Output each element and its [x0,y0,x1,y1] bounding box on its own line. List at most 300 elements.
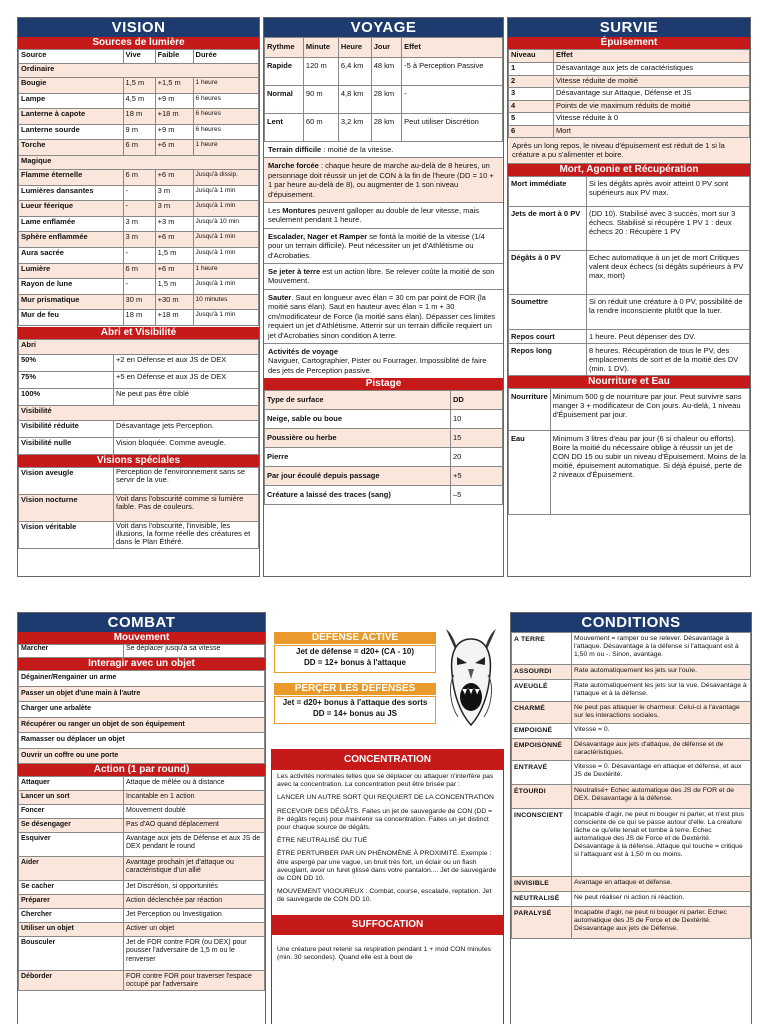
table-row [19,521,259,548]
table-row [19,294,259,310]
vision-card [17,17,260,577]
table-row [509,294,750,329]
header-row [19,50,259,64]
light-sources-header: Sources de lumière [18,37,259,49]
item-interaction: Ouvrir un coffre ou une porte [19,748,265,764]
table-cell: - [123,201,155,217]
table-row [509,125,750,138]
cover-label: Visibilité réduite [19,420,114,437]
table-row [19,388,259,405]
column-header: Type de surface [265,391,451,410]
conditions-card [510,612,752,1024]
table-row [265,448,503,467]
table-cell: 1,5 m [155,247,193,263]
death-rule-text: Si les dégâts après avoir atteint 0 PV sont supérieurs aux PV max. [587,176,750,206]
table-cell: Jusqu'à 1 min [193,201,258,217]
table-row [19,733,265,749]
pace-name: Normal [265,86,304,114]
condition-effect: Incapable d'agir, ne peut ni bouger ni parler, et n'est plus consciente de ce qui se passe autour d'elle. La créature lâche ce qu'elle tenait et tombe à terre. Echec automatique des JS de Force et de Dextérité. Désavantage à la défense. Attaque qui touche = critique si l'attaquant est à 1,50 m ou moins. [572,809,751,877]
table-cell: 6 heures [193,109,258,125]
condition-name: AVEUGLÉ [512,680,572,702]
cover-effect: +5 en Défense et aux JS de DEX [114,371,259,388]
table-cell: - [123,185,155,201]
source-name: Lueur féerique [19,201,124,217]
table-row [509,63,750,76]
surface-type: Pierre [265,448,451,467]
table-row [19,748,265,764]
table-row [512,739,751,761]
action-name: Préparer [19,895,124,909]
table-row [509,176,750,206]
table-row [19,805,265,819]
table-row [512,665,751,680]
action-desc: Activer un objet [124,923,265,937]
action-name: Se cacher [19,881,124,895]
table-row [509,388,750,430]
climb-text: Escalader, Nager et Ramper se fontà la moitié de la vitesse (1/4 pour un terrain difficile). Peut nécessiter un jet d'Athlétisme ou d'Acrobaties. [264,229,503,264]
light-sources-table [18,49,259,326]
pierce-defense-title: PERÇER LES DÉFENSES [274,683,436,695]
action-desc: Incantable en 1 action [124,791,265,805]
condition-name: EMPOISONNÉ [512,739,572,761]
death-rule-name: Soumettre [509,294,587,329]
table-cell: Peut utiliser Discrétion [402,114,503,142]
column-header: Jour [371,38,401,58]
table-cell: 1 heure [193,78,258,94]
action-desc: Mouvement doublé [124,805,265,819]
condition-effect: Vitesse = 0. Désavantage en attaque et défense, et aux JS de Dextérité. [572,761,751,785]
category-row [19,64,259,78]
table-cell: 18 m [123,109,155,125]
table-cell: 6 heures [193,124,258,140]
table-row [19,93,259,109]
action-table [18,776,265,991]
column-header: Vive [123,50,155,64]
table-cell: 28 km [371,86,401,114]
table-cell: - [123,247,155,263]
voyage-title: VOYAGE [264,18,503,37]
combat-card [17,612,266,1024]
mounts-text: Les Montures peuvent galloper au double de leur vitesse, mais seulement pendant 1 heure. [264,203,503,229]
voyage-card [263,17,504,577]
table-cell: Jusqu'à 1 min [193,232,258,248]
table-cell: +9 m [155,93,193,109]
table-row [19,371,259,388]
exhaustion-effect: Vitesse réduite à 0 [554,113,750,126]
vision-description: Voit dans l'obscurité, l'invisible, les illusions, la forme réelle des créatures et dans le Plan Éthéré. [114,521,259,548]
cover-effect: Désavantage jets Perception. [114,420,259,437]
pace-table [264,37,503,142]
table-row [19,645,265,658]
table-row [265,467,503,486]
jump-text: Sauter. Saut en longueur avec élan = 30 cm par point de FOR (la moitié sans élan). Saut en hauteur avec élan = 1 m + 30 cm/modificateur de Force (la moitié sans élan). Dépasser ces limites requiert un jet d'Athlétisme. Atterrir sur un terrain difficile requiert un jet d'Acrobaties sinon condition A terre. [264,290,503,344]
rest-note: Après un long repos, le niveau d'épuisement est réduit de 1 si la créature a pu s'alimenter et boire. [508,138,750,164]
table-row [19,833,265,857]
death-rule-text: Echec automatique à un jet de mort Critiques valent deux échecs (si dégâts supérieurs à PV max, mort) [587,250,750,294]
table-row [19,263,259,279]
header-row [509,50,750,63]
source-name: Lumières dansantes [19,185,124,201]
table-cell: -5 à Perception Passive [402,58,503,86]
concentration-header: CONCENTRATION [272,750,503,770]
death-rule-text: 1 heure. Peut dépenser des DV. [587,329,750,343]
column-header: Rythme [265,38,304,58]
table-cell: 60 m [303,114,338,142]
source-name: Flamme éternelle [19,169,124,185]
table-row [512,680,751,702]
table-row [19,895,265,909]
death-header: Mort, Agonie et Récupération [508,164,750,176]
source-name: Lampe [19,93,124,109]
table-cell: 90 m [303,86,338,114]
surface-type: Poussière ou herbe [265,429,451,448]
table-row [265,429,503,448]
exhaustion-header: Épuisement [508,37,750,49]
prone-text: Se jeter à terre est un action libre. Se relever coûte la moitié de son Mouvement. [264,264,503,290]
exhaustion-table [508,49,750,138]
table-row [512,877,751,892]
suffocation-header: SUFFOCATION [272,915,503,935]
table-cell: 10 minutes [193,294,258,310]
cover-effect: Vision bloquée. Comme aveugle. [114,437,259,454]
table-cell: 6 heures [193,93,258,109]
condition-effect: Incapable d'agir, ne peut ni bouger ni parler. Echec automatique des JS de Force et de Dextérité. Désavantage aux jets de Défense. [572,907,751,939]
column-header: Niveau [509,50,554,63]
exhaustion-level: 1 [509,63,554,76]
table-row [19,354,259,371]
action-name: Foncer [19,805,124,819]
table-row [19,777,265,791]
source-name: Aura sacrée [19,247,124,263]
table-row [19,140,259,156]
category-row [19,339,259,354]
condition-name: A TERRE [512,633,572,665]
source-name: Mur de feu [19,310,124,326]
vision-description: Perception de l'environnement sans se servir de la vue. [114,467,259,494]
table-cell: 1,5 m [123,78,155,94]
food-rule-text: Minimum 3 litres d'eau par jour (6 si chaleur ou efforts). Boire la moitié du nécessaire oblige à réussir un jet de CON DD 15 ou subir un niveau d'Épuisement. Moins de la moitié, épuisement automatique. Si déjà épuisé, perte de 2 niveaux d'Épuisement. [550,430,749,514]
exhaustion-level: 6 [509,125,554,138]
table-cell: +6 m [155,140,193,156]
death-rule-name: Repos court [509,329,587,343]
table-row [19,671,265,687]
condition-effect: Rate automatiquement les jets sur l'ouïe. [572,665,751,680]
movement-table [18,644,265,658]
tracking-table [264,390,503,505]
active-defense-rules: Jet de défense = d20+ (CA - 10) DD = 12+ bonus à l'attaque [274,645,436,673]
table-cell: +6 m [155,232,193,248]
food-rule-name: Nourriture [509,388,551,430]
table-row [19,881,265,895]
table-cell: 3 m [123,232,155,248]
table-row [509,250,750,294]
exhaustion-effect: Mort [554,125,750,138]
table-cell: - [123,279,155,295]
surface-type: Par jour écoulé depuis passage [265,467,451,486]
exhaustion-effect: Points de vie maximum réduits de moitié [554,100,750,113]
table-cell: 3,2 km [338,114,371,142]
exhaustion-level: 3 [509,88,554,101]
column-header: Durée [193,50,258,64]
cover-effect: Ne peut pas être ciblé [114,388,259,405]
source-name: Lumière [19,263,124,279]
table-row [19,791,265,805]
surface-type: Créature a laissé des traces (sang) [265,486,451,505]
action-desc: Attaque de mêlée ou à distance [124,777,265,791]
pierce-defense-rules: Jet = d20+ bonus à l'attaque des sorts DD = 14+ bonus au JS [274,696,436,724]
column-header: Effet [402,38,503,58]
cover-label: Visibilité nulle [19,437,114,454]
dc-value: –5 [451,486,503,505]
table-row [265,410,503,429]
forced-march-text: Marche forcée : chaque heure de marche au-delà de 8 heures, un personnage doit réussir un jet de CON à la fin de l'heure (DD = 10 + 1 par heure au-delà de 8), ou augmenter de 1 son niveau d'épuisement. [264,158,503,203]
exhaustion-effect: Vitesse réduite de moitié [554,75,750,88]
table-row [19,971,265,991]
conditions-table [511,632,751,939]
source-name: Lanterne sourde [19,124,124,140]
action-name: Utiliser un objet [19,923,124,937]
source-name: Lame enflamée [19,216,124,232]
table-cell: 4,5 m [123,93,155,109]
table-cell: Jusqu'à 1 min [193,310,258,326]
cover-label: 50% [19,354,114,371]
table-row [19,109,259,125]
vision-title: VISION [18,18,259,37]
item-interaction-header: Interagir avec un objet [18,658,265,670]
condition-effect: Désavantage aux jets d'attaque, de défense et de caractéristiques. [572,739,751,761]
table-row [19,247,259,263]
table-row [19,686,265,702]
table-cell: +18 m [155,310,193,326]
source-name: Sphère enflammée [19,232,124,248]
table-cell: 4,8 km [338,86,371,114]
move-name: Marcher [19,645,124,658]
table-cell: Jusqu'à 1 min [193,247,258,263]
action-desc: Avantage prochain jet d'attaque ou caractéristique d'un allié [124,857,265,881]
action-name: Lancer un sort [19,791,124,805]
death-rule-text: Si on réduit une créature à 0 PV, possibilité de la rendre inconsciente plutôt que la tuer. [587,294,750,329]
table-row [19,717,265,733]
table-row [512,892,751,907]
table-row [19,420,259,437]
action-desc: Jet Discrétion, si opportunités [124,881,265,895]
table-row [19,232,259,248]
suffocation-text: Une créature peut retenir sa respiration pendant 1 + mod CON minutes (min. 30 secondes). Quand elle est à bout de [277,945,492,961]
table-row [509,206,750,250]
category-label: Visibilité [19,405,259,420]
action-desc: Avantage aux jets de Défense et aux JS de DEX pendant le round [124,833,265,857]
action-desc: Action déclenchée par réaction [124,895,265,909]
pace-name: Lent [265,114,304,142]
table-row [19,923,265,937]
condition-name: NEUTRALISÉ [512,892,572,907]
table-cell: 18 m [123,310,155,326]
cover-label: 100% [19,388,114,405]
table-row [512,809,751,877]
death-rule-name: Jets de mort à 0 PV [509,206,587,250]
table-row [512,785,751,809]
table-cell: Jusqu'à 1 min [193,279,258,295]
movement-header: Mouvement [18,632,265,644]
condition-name: INCONSCIENT [512,809,572,877]
table-row [19,437,259,454]
header-row [265,38,503,58]
action-desc: Pas d'AO quand déplacement [124,819,265,833]
table-cell: Jusqu'à 10 min [193,216,258,232]
column-header: Heure [338,38,371,58]
table-row [265,486,503,505]
death-rule-text: 8 heures. Récupération de tous le PV, des emplacements de sort et de la moitié des DV (min. 1 DV). [587,343,750,375]
table-row [19,937,265,971]
survie-card [507,17,751,577]
category-row [19,155,259,169]
condition-name: ENTRAVÉ [512,761,572,785]
table-row [265,86,503,114]
condition-name: PARALYSÉ [512,907,572,939]
table-row [19,78,259,94]
table-cell: 1,5 m [155,279,193,295]
table-row [512,761,751,785]
table-row [19,279,259,295]
food-table [508,388,750,515]
conditions-title: CONDITIONS [511,613,751,632]
header-row [265,391,503,410]
table-row [509,100,750,113]
cover-effect: +2 en Défense et aux JS de DEX [114,354,259,371]
item-interaction: Récupérer ou ranger un objet de son équipement [19,717,265,733]
action-name: Déborder [19,971,124,991]
action-header: Action (1 par round) [18,764,265,776]
table-cell: 1 heure [193,263,258,279]
demon-mask-illustration [440,625,502,731]
table-row [509,75,750,88]
table-row [19,201,259,217]
table-row [19,310,259,326]
table-row [512,702,751,724]
table-row [512,633,751,665]
table-row [19,185,259,201]
action-name: Bousculer [19,937,124,971]
exhaustion-level: 2 [509,75,554,88]
special-vision-header: Visions spéciales [18,455,259,467]
action-name: Chercher [19,909,124,923]
pace-name: Rapide [265,58,304,86]
action-desc: Jet Perception ou Investigation [124,909,265,923]
action-name: Attaquer [19,777,124,791]
table-cell: +6 m [155,169,193,185]
exhaustion-effect: Désavantage sur Attaque, Défense et JS [554,88,750,101]
condition-effect: Ne peut pas attaquer le charmeur. Celui-ci a l'avantage sur les interactions sociales. [572,702,751,724]
death-rule-name: Dégâts à 0 PV [509,250,587,294]
cover-header: Abri et Visibilité [18,327,259,339]
action-desc: Jet de FOR contre FOR (ou DEX) pour pousser l'adversaire de 1,5 m ou le renverser [124,937,265,971]
table-row [509,430,750,514]
category-label: Abri [19,339,259,354]
concentration-text: Les activités normales telles que se déplacer ou attaquer n'interfère pas avec la concentration. La concentration peut être brisée par : LANCER UN AUTRE SORT QUI REQUIERT DE LA CONCENTRATION RECEVOIR DES DÉGÂTS. Faites un jet de sauvegarde de CON (DD = 8+ dégâts reçus) pour maintenir sa concentration. Faites un jet distinct pour chaque source de dégâts. ÊTRE NEUTRALISÉ OU TUÉ ÊTRE PERTURBER PAR UN PHÉNOMÈNE À PROXIMITÉ. Exemple : être aspergé par une vague, un bruit très fort, un éclair ou un flash aveuglant, avoir un furet glissé dans votre pantalon.... Jet de sauvegarde de CON DD 10. MOUVEMENT VIGOUREUX : Combat, course, escalade, reptation. Jet de sauvegarde de CON DD 10. [277,773,497,904]
table-row [512,907,751,939]
active-defense-title: DÉFENSE ACTIVE [274,632,436,644]
table-row [509,88,750,101]
condition-effect: Vitesse = 0. [572,724,751,739]
table-row [512,724,751,739]
table-row [509,329,750,343]
food-rule-text: Minimum 500 g de nourriture par jour. Peut survivre sans manger 3 + modificateur de Con jours. Au-delà, 1 niveau d'Épuisement par jour. [550,388,749,430]
source-name: Lanterne à capote [19,109,124,125]
source-name: Rayon de lune [19,279,124,295]
condition-effect: Ne peut réaliser ni action ni réaction. [572,892,751,907]
item-interaction: Dégainer/Rengainer un arme [19,671,265,687]
category-label: Ordinaire [19,64,259,78]
action-desc: FOR contre FOR pour traverser l'espace occupé par l'adversaire [124,971,265,991]
table-row [19,169,259,185]
table-cell: 6 m [123,140,155,156]
action-name: Aider [19,857,124,881]
column-header: Minute [303,38,338,58]
table-cell: 6 m [123,169,155,185]
special-vision-table [18,467,259,549]
vision-type: Vision nocturne [19,494,114,521]
death-table [508,176,750,376]
table-cell: - [402,86,503,114]
table-cell: 48 km [371,58,401,86]
table-cell: 6 m [123,263,155,279]
condition-name: ÉTOURDI [512,785,572,809]
table-row [19,819,265,833]
table-cell: 3 m [123,216,155,232]
table-cell: +1,5 m [155,78,193,94]
table-row [265,114,503,142]
table-row [19,702,265,718]
item-interaction: Charger une arbalète [19,702,265,718]
death-rule-name: Repos long [509,343,587,375]
table-cell: 9 m [123,124,155,140]
cover-label: 75% [19,371,114,388]
table-row [265,58,503,86]
condition-name: INVISIBLE [512,877,572,892]
move-desc: Se déplacer jusqu'à sa vitesse [124,645,265,658]
table-cell: +9 m [155,124,193,140]
travel-activities-text: Activités de voyage Naviguer, Cartographier, Pister ou Fourrager. Impossiblité de faire des jets de Perception passive. [268,346,487,375]
vision-description: Voit dans l'obscurité comme si lumière faible. Pas de couleurs. [114,494,259,521]
item-interaction: Ramasser ou déplacer un objet [19,733,265,749]
table-cell: 3 m [155,185,193,201]
concentration-card [271,749,504,1024]
source-name: Mur prismatique [19,294,124,310]
vision-type: Vision véritable [19,521,114,548]
death-rule-text: (DD 10). Stabilisé avec 3 succès, mort sur 3 échecs. Stabilisé si récupère 1 PV 1 : deux échecs 20 : Récupère 1 PV [587,206,750,250]
source-name: Torche [19,140,124,156]
table-cell: 28 km [371,114,401,142]
condition-effect: Mouvement = ramper ou se relever. Désavantage à l'attaque. Désavantage à la défense si l'attaquant est à 1,50 m ou -. Sinon, avantage. [572,633,751,665]
table-cell: +6 m [155,263,193,279]
surface-type: Neige, sable ou boue [265,410,451,429]
condition-name: ASSOURDI [512,665,572,680]
table-row [509,113,750,126]
vision-type: Vision aveugle [19,467,114,494]
exhaustion-level: 5 [509,113,554,126]
dc-value: 10 [451,410,503,429]
death-rule-name: Mort immédiate [509,176,587,206]
food-header: Nourriture et Eau [508,376,750,388]
table-row [19,124,259,140]
table-cell: 3 m [155,201,193,217]
exhaustion-level: 4 [509,100,554,113]
column-header: Source [19,50,124,64]
table-cell: Jusqu'à 1 min [193,185,258,201]
item-interaction: Passer un objet d'une main à l'autre [19,686,265,702]
table-row [19,216,259,232]
table-row [19,857,265,881]
